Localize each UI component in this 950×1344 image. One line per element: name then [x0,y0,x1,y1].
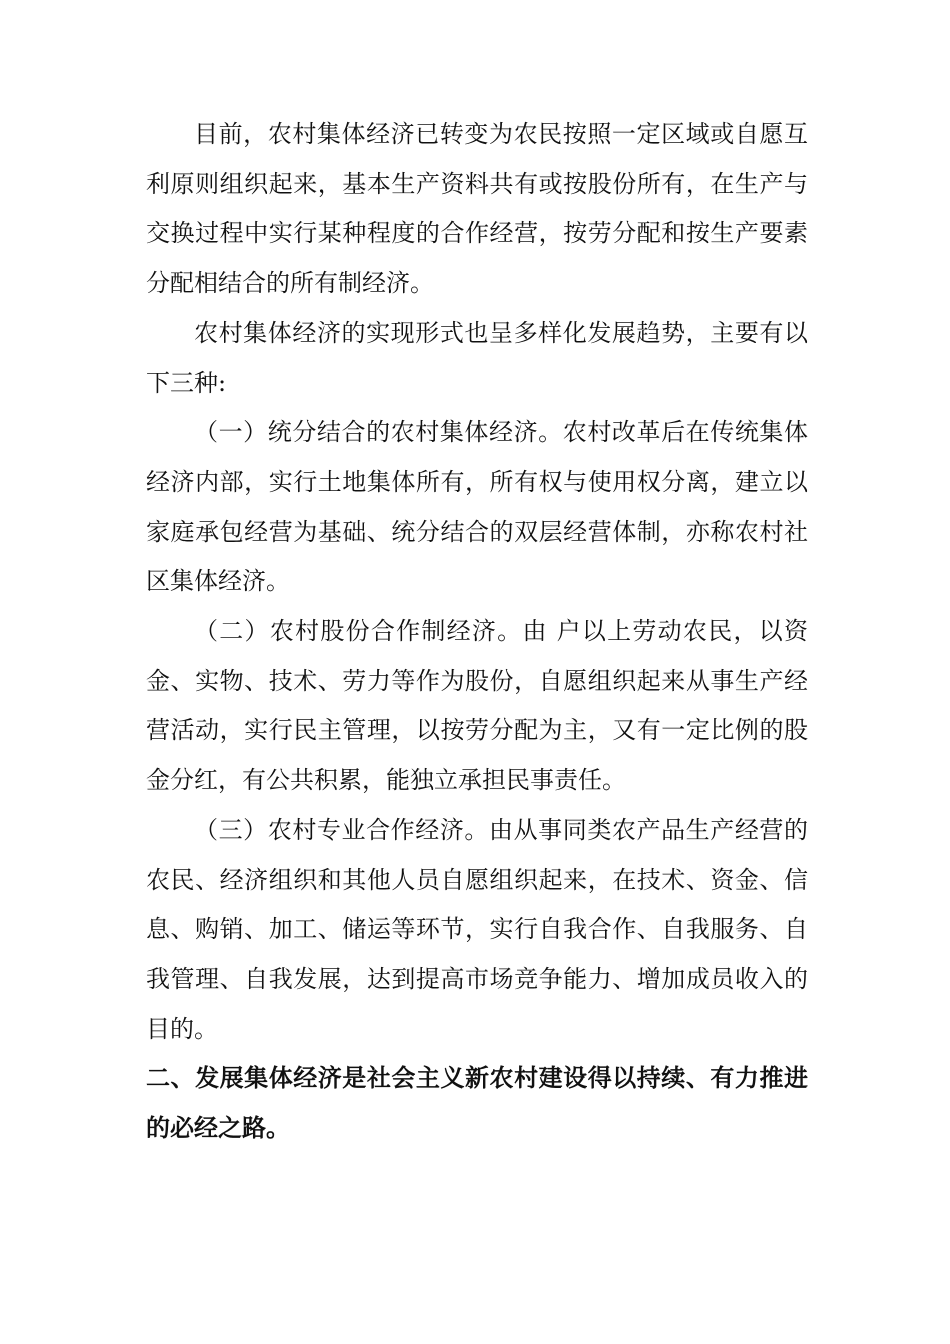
paragraph-collective-economy-definition: 目前，农村集体经济已转变为农民按照一定区域或自愿互利原则组织起来，基本生产资料共有或按股份所有，在生产与交换过程中实行某种程度的合作经营，按劳分配和按生产要素分配相结合的所有制经济。 [146,120,808,298]
paragraph-form-three: （三）农村专业合作经济。由从事同类农产品生产经营的农民、经济组织和其他人员自愿组织起来，在技术、资金、信息、购销、加工、储运等环节，实行自我合作、自我服务、自我管理、自我发展，达到提高市场竞争能力、增加成员收入的目的。 [146,815,808,1043]
paragraph-realization-forms-intro: 农村集体经济的实现形式也呈多样化发展趋势，主要有以下三种: [146,318,808,397]
paragraph-form-one: （一）统分结合的农村集体经济。农村改革后在传统集体经济内部，实行土地集体所有，所有权与使用权分离，建立以家庭承包经营为基础、统分结合的双层经营体制，亦称农村社区集体经济。 [146,418,808,596]
section-heading-two: 二、发展集体经济是社会主义新农村建设得以持续、有力推进的必经之路。 [146,1064,808,1143]
paragraph-form-two: （二）农村股份合作制经济。由 户以上劳动农民，以资金、实物、技术、劳力等作为股份，自愿组织起来从事生产经营活动，实行民主管理，以按劳分配为主，又有一定比例的股金分红，有公共积累，能独立承担民事责任。 [146,617,808,795]
document-body [146,110,808,1154]
